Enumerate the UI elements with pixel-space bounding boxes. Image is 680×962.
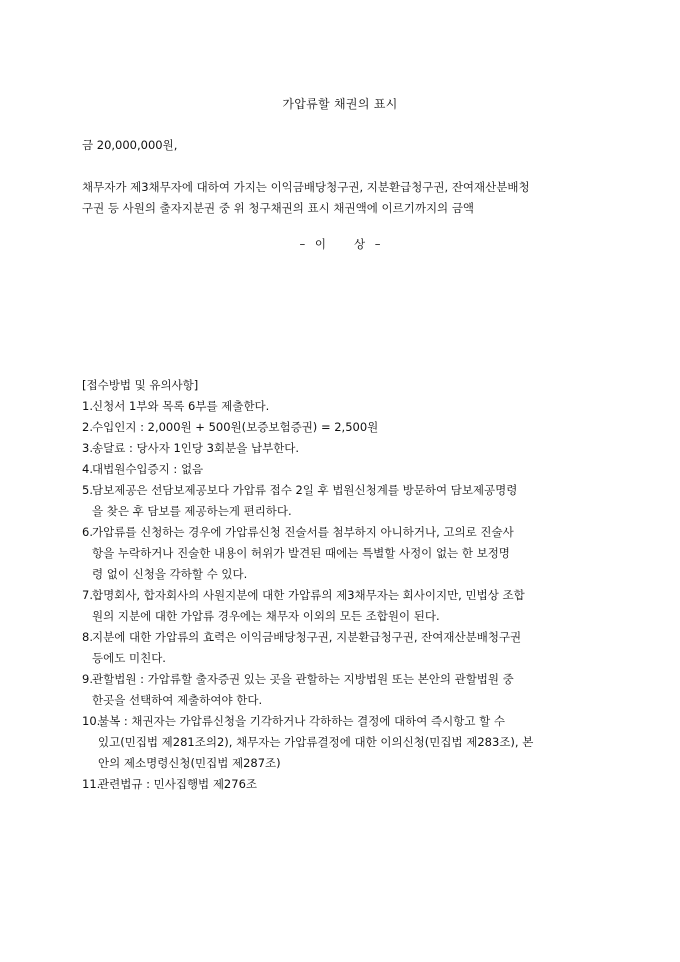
end-marker — [0, 236, 680, 252]
note-item — [82, 417, 602, 438]
notes-heading: [접수방법 및 유의사항] — [82, 378, 199, 392]
note-number: 11. — [82, 777, 101, 791]
note-line: 령 없이 신청을 각하할 수 있다. — [92, 567, 248, 581]
note-line: 항을 누락하거나 진술한 내용이 허위가 발견된 때에는 특별할 사정이 없는 한 보정명 — [92, 546, 510, 560]
note-line: 합명회사, 합자회사의 사원지분에 대한 가압류의 제3채무자는 회사이지만, 민법상 조합 — [92, 588, 525, 602]
note-line: 관련법규 : 민사집행법 제276조 — [98, 777, 257, 791]
note-item — [82, 480, 602, 522]
description-line: 구권 등 사원의 출자지분권 중 위 청구채권의 표시 채권액에 이르기까지의 금액 — [82, 201, 475, 215]
note-number: 5. — [82, 483, 93, 497]
note-item — [82, 711, 602, 774]
note-number: 8. — [82, 630, 93, 644]
note-number: 3. — [82, 441, 93, 455]
description-line: 채무자가 제3채무자에 대하여 가지는 이익금배당청구권, 지분환급청구권, 잔여재산분배청 — [82, 180, 530, 194]
filing-notes — [82, 375, 602, 795]
end-marker-left: – 이 — [299, 237, 326, 251]
note-number: 2. — [82, 420, 93, 434]
note-item — [82, 774, 602, 795]
note-line: 수입인지 : 2,000원 + 500원(보증보험증권) = 2,500원 — [92, 420, 379, 434]
page-title: 가압류할 채권의 표시 — [282, 97, 398, 111]
note-line: 가압류를 신청하는 경우에 가압류신청 진술서를 첨부하지 아니하거나, 고의로 진술사 — [92, 525, 514, 539]
note-item — [82, 669, 602, 711]
note-line: 송달료 : 당사자 1인당 3회분을 납부한다. — [92, 441, 300, 455]
note-line: 관할법원 : 가압류할 출자증권 있는 곳을 관할하는 지방법원 또는 본안의 관할법원 중 — [92, 672, 514, 686]
end-marker-right: 상 – — [354, 237, 381, 251]
note-number: 10. — [82, 714, 101, 728]
note-number: 9. — [82, 672, 93, 686]
claim-description — [82, 177, 602, 219]
note-number: 6. — [82, 525, 93, 539]
note-line: 원의 지분에 대한 가압류 경우에는 채무자 이외의 모든 조합원이 된다. — [92, 609, 440, 623]
note-number: 7. — [82, 588, 93, 602]
note-item — [82, 585, 602, 627]
note-line: 등에도 미친다. — [92, 651, 166, 665]
note-item — [82, 396, 602, 417]
claim-amount: 금 20,000,000원, — [82, 138, 178, 152]
note-number: 4. — [82, 462, 93, 476]
note-item — [82, 459, 602, 480]
note-line: 안의 제소명령신청(민집법 제287조) — [98, 756, 281, 770]
note-number: 1. — [82, 399, 93, 413]
note-line: 을 찾은 후 담보를 제공하는게 편리하다. — [92, 504, 292, 518]
note-line: 대법원수입증지 : 없음 — [92, 462, 204, 476]
note-item — [82, 627, 602, 669]
note-line: 지분에 대한 가압류의 효력은 이익금배당청구권, 지분환급청구권, 잔여재산분배청구권 — [92, 630, 522, 644]
note-line: 있고(민집법 제281조의2), 채무자는 가압류결정에 대한 이의신청(민집법 제283조), 본 — [98, 735, 534, 749]
note-line: 신청서 1부와 목록 6부를 제출한다. — [92, 399, 270, 413]
note-line: 한곳을 선택하여 제출하여야 한다. — [92, 693, 263, 707]
note-line: 불복 : 채권자는 가압류신청을 기각하거나 각하하는 결정에 대하여 즉시항고 할 수 — [98, 714, 506, 728]
note-item — [82, 438, 602, 459]
note-line: 담보제공은 선담보제공보다 가압류 접수 2일 후 법원신청계를 방문하여 담보제공명령 — [92, 483, 518, 497]
note-item — [82, 522, 602, 585]
